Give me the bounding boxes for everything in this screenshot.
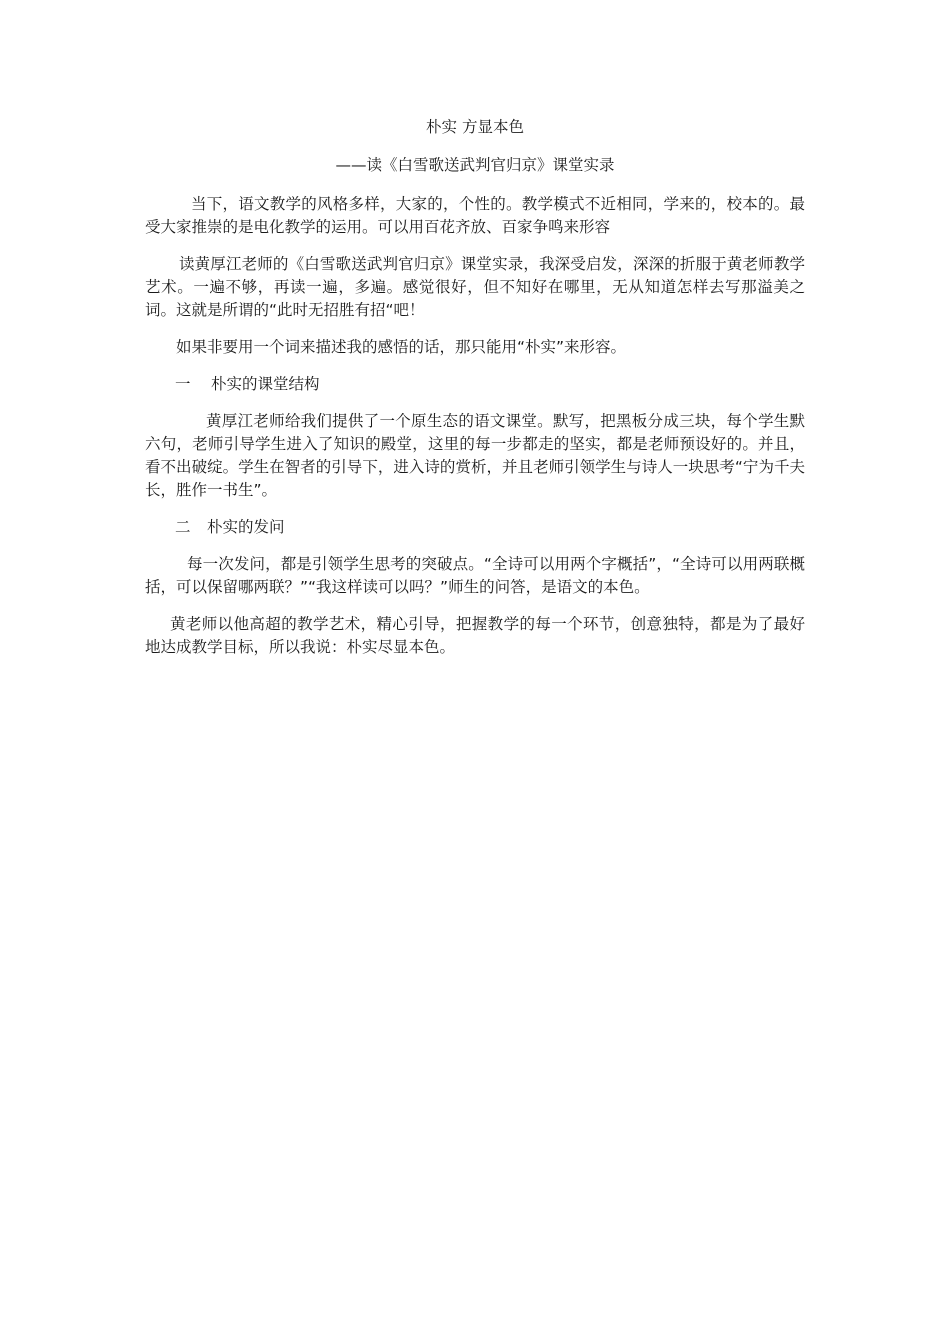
- section-number: 二: [175, 518, 191, 536]
- summary-paragraph: 如果非要用一个词来描述我的感悟的话，那只能用“朴实”来形容。: [176, 338, 627, 356]
- intro-paragraph: 当下，语文教学的风格多样，大家的，个性的。教学模式不近相同，学来的，校本的。最受大家推崇的是电化教学的运用。可以用百花齐放、百家争鸣来形容: [145, 195, 805, 236]
- document-title: 朴实 方显本色: [426, 118, 524, 136]
- section-heading-1: [145, 373, 805, 396]
- section-heading-2: [145, 516, 805, 539]
- conclusion-paragraph: 黄老师以他高超的教学艺术，精心引导，把握教学的每一个环节，创意独特，都是为了最好地达成教学目标，所以我说：朴实尽显本色。: [145, 615, 805, 656]
- section-title: 朴实的发问: [207, 518, 285, 536]
- section-1-paragraph: 黄厚江老师给我们提供了一个原生态的语文课堂。默写，把黑板分成三块，每个学生默六句，老师引导学生进入了知识的殿堂，这里的每一步都走的坚实，都是老师预设好的。并且，看不出破绽。学生在智者的引导下，进入诗的赏析，并且老师引领学生与诗人一块思考“宁为千夫长，胜作一书生”。: [145, 412, 805, 499]
- document-body: [145, 116, 805, 673]
- section-title: 朴实的课堂结构: [211, 375, 320, 393]
- reading-paragraph: 读黄厚江老师的《白雪歌送武判官归京》课堂实录，我深受启发，深深的折服于黄老师教学艺术。一遍不够，再读一遍，多遍。感觉很好，但不知好在哪里，无从知道怎样去写那溢美之词。这就是所谓的“此时无招胜有招“吧！: [145, 255, 805, 319]
- document-subtitle: ——读《白雪歌送武判官归京》课堂实录: [335, 156, 615, 174]
- section-number: 一: [175, 375, 191, 393]
- section-2-paragraph: 每一次发问，都是引领学生思考的突破点。“全诗可以用两个字概括”，“全诗可以用两联概括，可以保留哪两联？”“我这样读可以吗？”师生的问答，是语文的本色。: [145, 555, 805, 596]
